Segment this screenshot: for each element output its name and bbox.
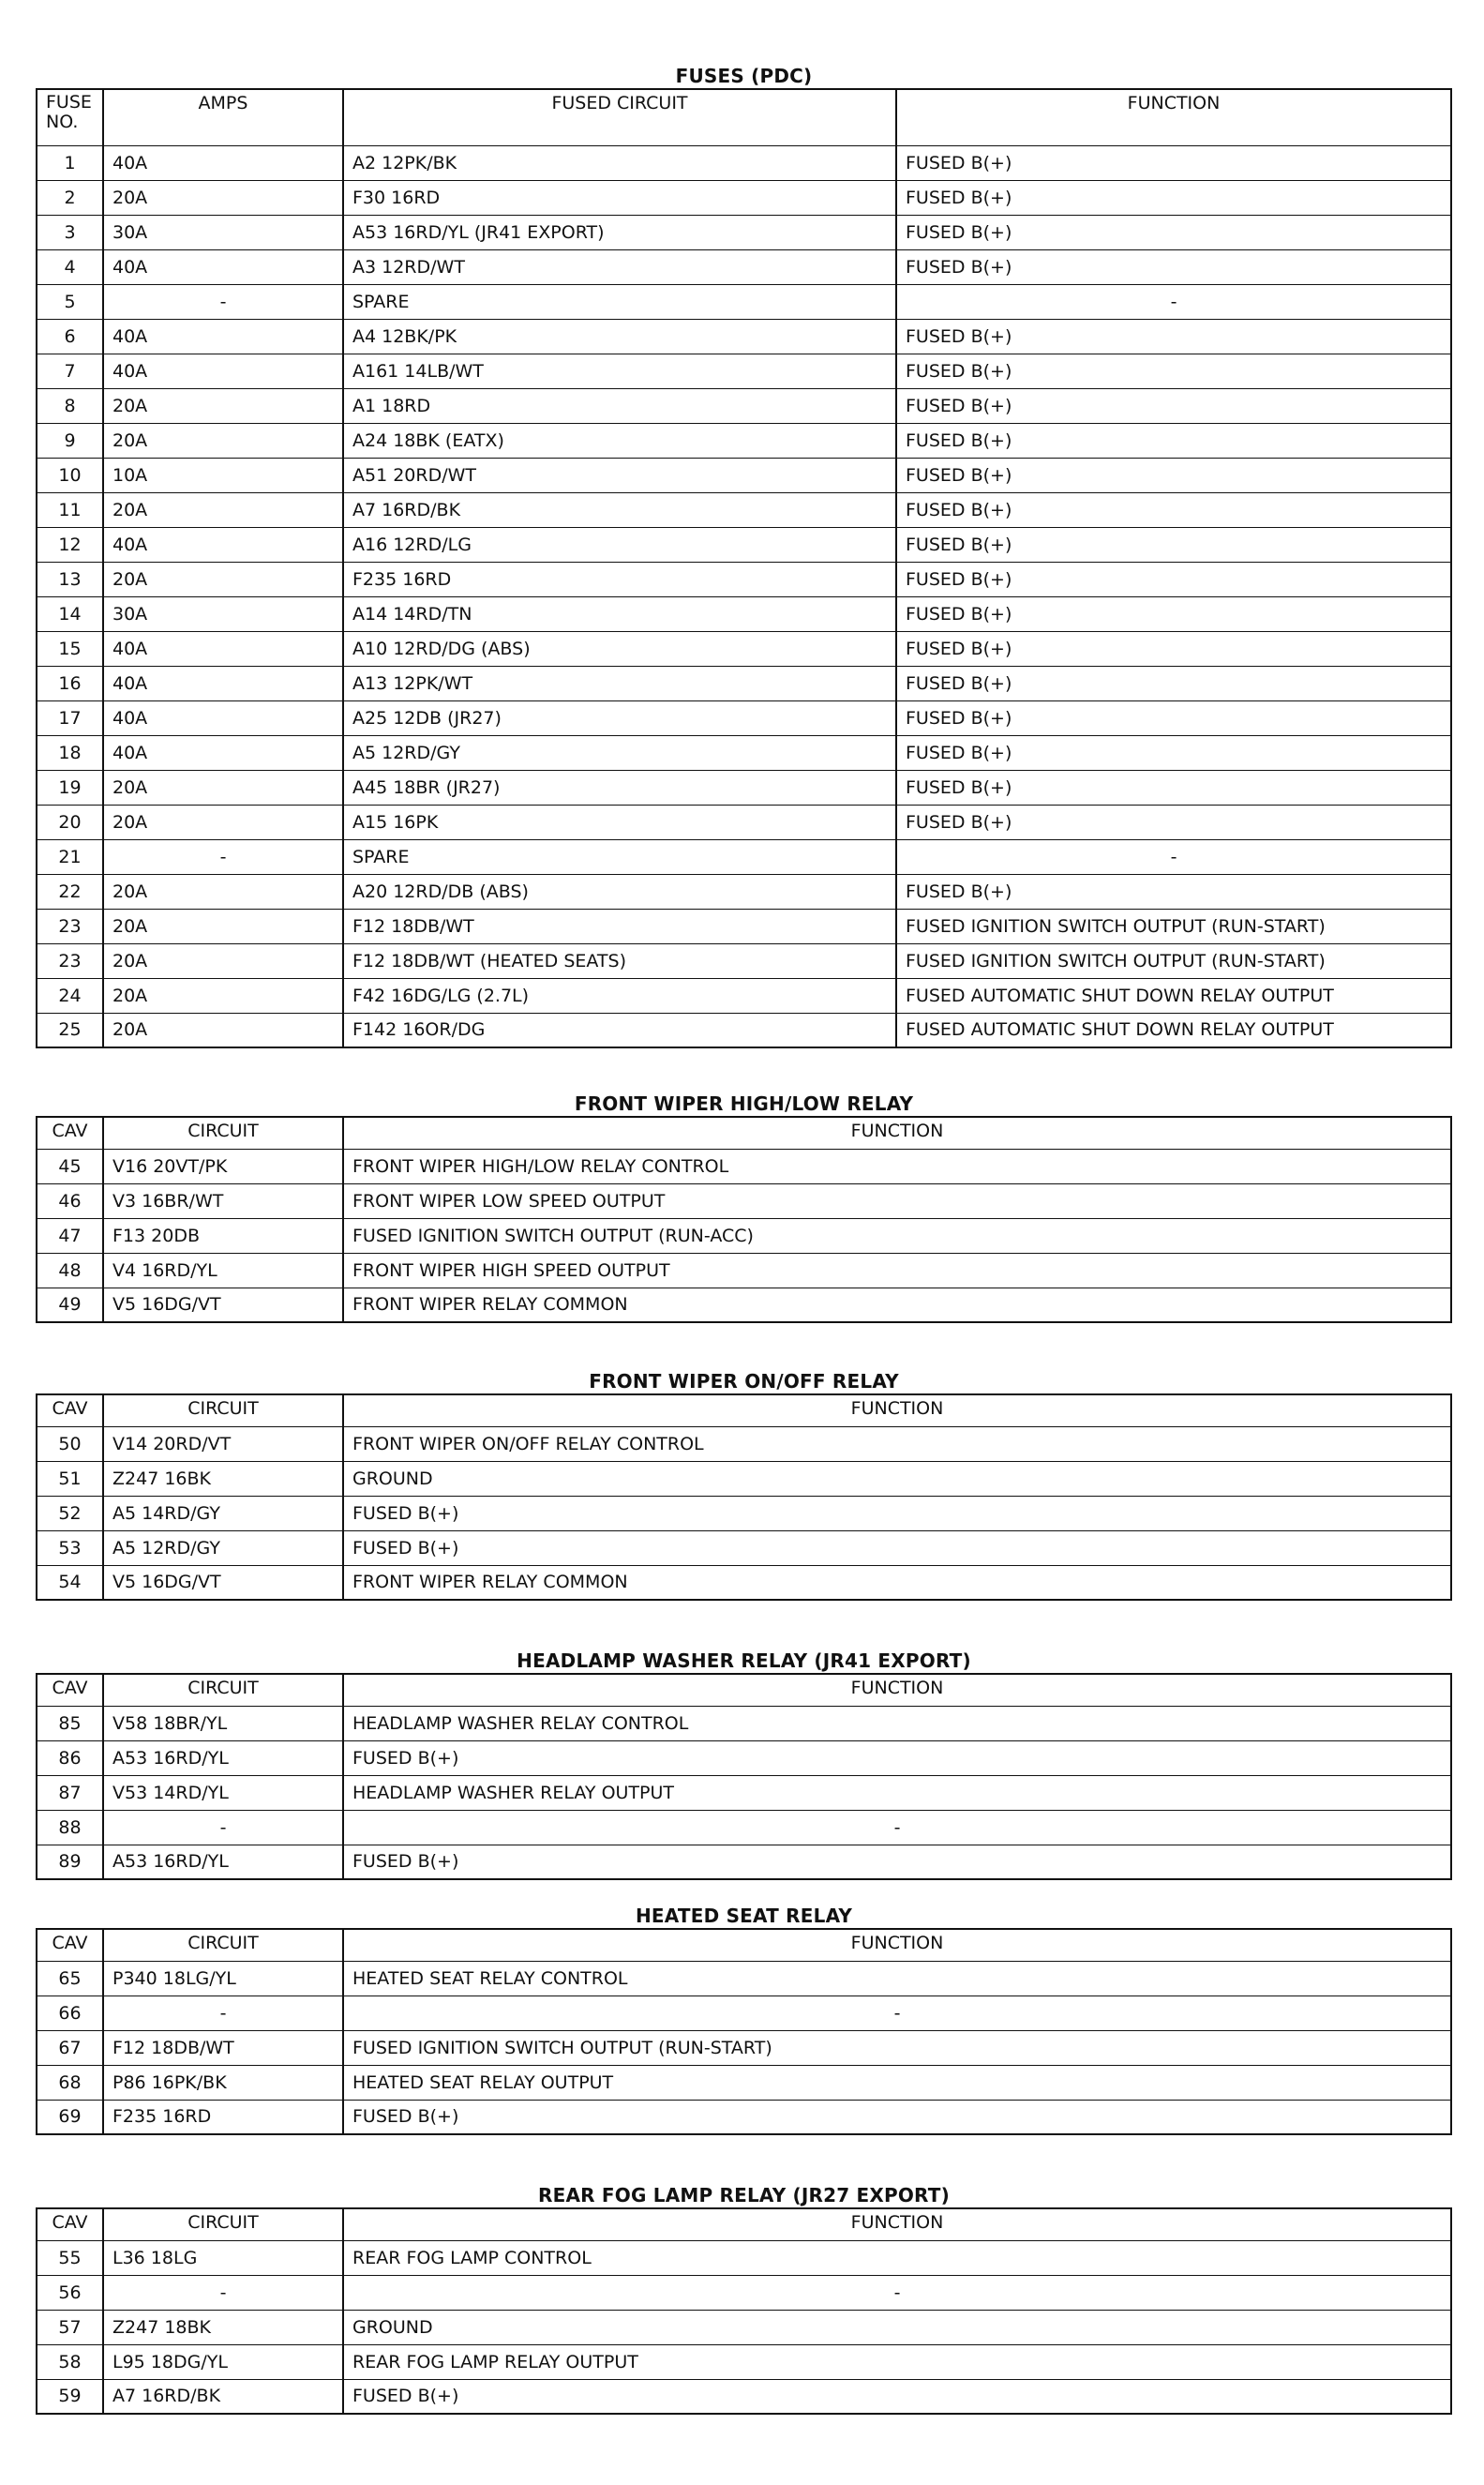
circuit-cell: F12 18DB/WT xyxy=(103,2030,343,2065)
header-function: FUNCTION xyxy=(343,1674,1451,1706)
heated-seat-relay-title: HEATED SEAT RELAY xyxy=(635,1905,853,1927)
circuit-cell: A5 12RD/GY xyxy=(103,1530,343,1565)
fuse-number-cell: 23 xyxy=(37,909,103,943)
front-wiper-on-off-relay-section xyxy=(36,1371,1452,1601)
fuse-number-cell: 12 xyxy=(37,527,103,562)
table-row xyxy=(37,978,1451,1013)
function-cell: FUSED IGNITION SWITCH OUTPUT (RUN-START) xyxy=(343,2030,1451,2065)
front-wiper-high-low-relay-section xyxy=(36,1093,1452,1323)
fused-circuit-cell: F235 16RD xyxy=(343,562,896,596)
amps-cell: 20A xyxy=(103,770,343,805)
circuit-cell: V5 16DG/VT xyxy=(103,1288,343,1322)
fused-circuit-cell: F12 18DB/WT (HEATED SEATS) xyxy=(343,943,896,978)
fused-circuit-cell: A51 20RD/WT xyxy=(343,458,896,492)
header-function: FUNCTION xyxy=(343,1929,1451,1961)
function-cell: FRONT WIPER HIGH SPEED OUTPUT xyxy=(343,1253,1451,1288)
function-cell: - xyxy=(343,1810,1451,1845)
table-header-row xyxy=(37,1674,1451,1706)
function-cell: FUSED B(+) xyxy=(896,527,1451,562)
header-function: FUNCTION xyxy=(343,1394,1451,1426)
amps-cell: 40A xyxy=(103,735,343,770)
function-cell: FRONT WIPER RELAY COMMON xyxy=(343,1288,1451,1322)
function-cell: FUSED B(+) xyxy=(343,2379,1451,2414)
circuit-cell: V53 14RD/YL xyxy=(103,1775,343,1810)
cav-cell: 59 xyxy=(37,2379,103,2414)
circuit-cell: A7 16RD/BK xyxy=(103,2379,343,2414)
function-cell: FUSED B(+) xyxy=(896,249,1451,284)
table-header-row xyxy=(37,1394,1451,1426)
cav-cell: 65 xyxy=(37,1961,103,1996)
table-row xyxy=(37,2065,1451,2100)
cav-cell: 87 xyxy=(37,1775,103,1810)
table-row xyxy=(37,2240,1451,2275)
table-row xyxy=(37,770,1451,805)
table-header-row xyxy=(37,1117,1451,1149)
circuit-cell: V3 16BR/WT xyxy=(103,1183,343,1218)
header-fuse-no: FUSE NO. xyxy=(37,89,103,145)
header-circuit: CIRCUIT xyxy=(103,1674,343,1706)
circuit-cell: L95 18DG/YL xyxy=(103,2344,343,2379)
function-cell: FUSED AUTOMATIC SHUT DOWN RELAY OUTPUT xyxy=(896,978,1451,1013)
relay-body xyxy=(37,1426,1451,1600)
cav-cell: 67 xyxy=(37,2030,103,2065)
table-row xyxy=(37,1775,1451,1810)
circuit-cell: A5 14RD/GY xyxy=(103,1496,343,1530)
table-row xyxy=(37,1149,1451,1183)
cav-cell: 89 xyxy=(37,1845,103,1879)
function-cell: - xyxy=(343,1996,1451,2030)
fuse-number-cell: 16 xyxy=(37,666,103,700)
cav-cell: 51 xyxy=(37,1461,103,1496)
function-cell: FUSED IGNITION SWITCH OUTPUT (RUN-START) xyxy=(896,943,1451,978)
table-row xyxy=(37,1253,1451,1288)
fuse-number-cell: 9 xyxy=(37,423,103,458)
cav-cell: 45 xyxy=(37,1149,103,1183)
fused-circuit-cell: SPARE xyxy=(343,839,896,874)
function-cell: FUSED B(+) xyxy=(896,423,1451,458)
fused-circuit-cell: A13 12PK/WT xyxy=(343,666,896,700)
cav-cell: 49 xyxy=(37,1288,103,1322)
function-cell: FUSED AUTOMATIC SHUT DOWN RELAY OUTPUT xyxy=(896,1013,1451,1047)
table-row xyxy=(37,1996,1451,2030)
function-cell: REAR FOG LAMP CONTROL xyxy=(343,2240,1451,2275)
function-cell: FRONT WIPER RELAY COMMON xyxy=(343,1565,1451,1600)
fuse-number-cell: 25 xyxy=(37,1013,103,1047)
header-function: FUNCTION xyxy=(343,2208,1451,2240)
amps-cell: - xyxy=(103,284,343,319)
fused-circuit-cell: A20 12RD/DB (ABS) xyxy=(343,874,896,909)
amps-cell: 30A xyxy=(103,215,343,249)
amps-cell: 10A xyxy=(103,458,343,492)
fused-circuit-cell: A24 18BK (EATX) xyxy=(343,423,896,458)
table-row xyxy=(37,388,1451,423)
circuit-cell: V4 16RD/YL xyxy=(103,1253,343,1288)
function-cell: - xyxy=(896,839,1451,874)
fuse-number-cell: 18 xyxy=(37,735,103,770)
table-row xyxy=(37,874,1451,909)
table-row xyxy=(37,2275,1451,2310)
cav-cell: 53 xyxy=(37,1530,103,1565)
front-wiper-on-off-relay-table xyxy=(36,1393,1452,1601)
table-row xyxy=(37,1496,1451,1530)
fuse-number-cell: 21 xyxy=(37,839,103,874)
header-amps: AMPS xyxy=(103,89,343,145)
amps-cell: 20A xyxy=(103,943,343,978)
function-cell: FUSED B(+) xyxy=(343,1845,1451,1879)
relay-body xyxy=(37,1149,1451,1322)
amps-cell: 20A xyxy=(103,909,343,943)
function-cell: HEATED SEAT RELAY CONTROL xyxy=(343,1961,1451,1996)
circuit-cell: V16 20VT/PK xyxy=(103,1149,343,1183)
rear-fog-lamp-relay-section xyxy=(36,2185,1452,2415)
fuses-pdc-section xyxy=(36,66,1452,1048)
fused-circuit-cell: A45 18BR (JR27) xyxy=(343,770,896,805)
fuse-number-cell: 6 xyxy=(37,319,103,354)
fuse-number-cell: 2 xyxy=(37,180,103,215)
table-row xyxy=(37,1013,1451,1047)
table-row xyxy=(37,700,1451,735)
function-cell: FRONT WIPER ON/OFF RELAY CONTROL xyxy=(343,1426,1451,1461)
amps-cell: 20A xyxy=(103,388,343,423)
amps-cell: 40A xyxy=(103,527,343,562)
table-row xyxy=(37,215,1451,249)
function-cell: FUSED B(+) xyxy=(896,770,1451,805)
fused-circuit-cell: F142 16OR/DG xyxy=(343,1013,896,1047)
cav-cell: 48 xyxy=(37,1253,103,1288)
table-header-row xyxy=(37,89,1451,145)
table-row xyxy=(37,2310,1451,2344)
cav-cell: 69 xyxy=(37,2100,103,2134)
table-row xyxy=(37,1426,1451,1461)
front-wiper-high-low-relay-title: FRONT WIPER HIGH/LOW RELAY xyxy=(574,1092,914,1115)
fused-circuit-cell: A5 12RD/GY xyxy=(343,735,896,770)
fused-circuit-cell: A161 14LB/WT xyxy=(343,354,896,388)
heated-seat-relay-table xyxy=(36,1928,1452,2135)
fused-circuit-cell: A4 12BK/PK xyxy=(343,319,896,354)
cav-cell: 57 xyxy=(37,2310,103,2344)
circuit-cell: - xyxy=(103,1810,343,1845)
function-cell: FUSED B(+) xyxy=(896,874,1451,909)
table-row xyxy=(37,1810,1451,1845)
table-row xyxy=(37,943,1451,978)
headlamp-washer-relay-table xyxy=(36,1673,1452,1880)
header-circuit: CIRCUIT xyxy=(103,1117,343,1149)
function-cell: FUSED B(+) xyxy=(896,666,1451,700)
header-circuit: CIRCUIT xyxy=(103,1929,343,1961)
function-cell: FUSED B(+) xyxy=(896,562,1451,596)
fused-circuit-cell: A16 12RD/LG xyxy=(343,527,896,562)
fuse-number-cell: 8 xyxy=(37,388,103,423)
table-row xyxy=(37,423,1451,458)
table-row xyxy=(37,2030,1451,2065)
amps-cell: 40A xyxy=(103,631,343,666)
circuit-cell: P86 16PK/BK xyxy=(103,2065,343,2100)
circuit-cell: - xyxy=(103,1996,343,2030)
cav-cell: 55 xyxy=(37,2240,103,2275)
function-cell: FUSED B(+) xyxy=(896,388,1451,423)
amps-cell: 40A xyxy=(103,666,343,700)
headlamp-washer-relay-title: HEADLAMP WASHER RELAY (JR41 EXPORT) xyxy=(517,1649,971,1672)
function-cell: HEATED SEAT RELAY OUTPUT xyxy=(343,2065,1451,2100)
header-cav: CAV xyxy=(37,1394,103,1426)
fused-circuit-cell: A2 12PK/BK xyxy=(343,145,896,180)
table-row xyxy=(37,492,1451,527)
cav-cell: 54 xyxy=(37,1565,103,1600)
fuse-number-cell: 17 xyxy=(37,700,103,735)
table-row xyxy=(37,735,1451,770)
amps-cell: 20A xyxy=(103,492,343,527)
header-function: FUNCTION xyxy=(343,1117,1451,1149)
table-row xyxy=(37,805,1451,839)
table-row xyxy=(37,180,1451,215)
function-cell: FUSED B(+) xyxy=(896,492,1451,527)
fused-circuit-cell: F12 18DB/WT xyxy=(343,909,896,943)
cav-cell: 85 xyxy=(37,1706,103,1740)
table-row xyxy=(37,458,1451,492)
cav-cell: 50 xyxy=(37,1426,103,1461)
amps-cell: 30A xyxy=(103,596,343,631)
front-wiper-on-off-relay-title: FRONT WIPER ON/OFF RELAY xyxy=(589,1370,899,1393)
fuse-number-cell: 1 xyxy=(37,145,103,180)
function-cell: FUSED B(+) xyxy=(896,596,1451,631)
header-cav: CAV xyxy=(37,1117,103,1149)
table-row xyxy=(37,2344,1451,2379)
fuse-number-cell: 3 xyxy=(37,215,103,249)
fused-circuit-cell: F42 16DG/LG (2.7L) xyxy=(343,978,896,1013)
front-wiper-high-low-relay-table xyxy=(36,1116,1452,1323)
table-row xyxy=(37,319,1451,354)
amps-cell: 40A xyxy=(103,700,343,735)
table-row xyxy=(37,1565,1451,1600)
heated-seat-relay-section xyxy=(36,1905,1452,2135)
function-cell: FUSED B(+) xyxy=(896,700,1451,735)
circuit-cell: A53 16RD/YL xyxy=(103,1845,343,1879)
relay-body xyxy=(37,2240,1451,2414)
table-row xyxy=(37,1845,1451,1879)
amps-cell: 20A xyxy=(103,423,343,458)
circuit-cell: Z247 16BK xyxy=(103,1461,343,1496)
fused-circuit-cell: A14 14RD/TN xyxy=(343,596,896,631)
table-row xyxy=(37,2100,1451,2134)
cav-cell: 47 xyxy=(37,1218,103,1253)
function-cell: REAR FOG LAMP RELAY OUTPUT xyxy=(343,2344,1451,2379)
function-cell: HEADLAMP WASHER RELAY CONTROL xyxy=(343,1706,1451,1740)
function-cell: FUSED B(+) xyxy=(896,631,1451,666)
fuse-number-cell: 19 xyxy=(37,770,103,805)
fuse-number-cell: 20 xyxy=(37,805,103,839)
table-row xyxy=(37,1740,1451,1775)
fused-circuit-cell: A53 16RD/YL (JR41 EXPORT) xyxy=(343,215,896,249)
table-row xyxy=(37,562,1451,596)
rear-fog-lamp-relay-table xyxy=(36,2207,1452,2415)
table-row xyxy=(37,1961,1451,1996)
fused-circuit-cell: A15 16PK xyxy=(343,805,896,839)
table-row xyxy=(37,909,1451,943)
table-row xyxy=(37,1706,1451,1740)
amps-cell: 20A xyxy=(103,1013,343,1047)
cav-cell: 58 xyxy=(37,2344,103,2379)
table-row xyxy=(37,1218,1451,1253)
table-header-row xyxy=(37,2208,1451,2240)
circuit-cell: A53 16RD/YL xyxy=(103,1740,343,1775)
fused-circuit-cell: A1 18RD xyxy=(343,388,896,423)
function-cell: - xyxy=(343,2275,1451,2310)
header-cav: CAV xyxy=(37,1929,103,1961)
table-row xyxy=(37,1288,1451,1322)
fuses-pdc-table xyxy=(36,88,1452,1048)
cav-cell: 56 xyxy=(37,2275,103,2310)
fuse-number-cell: 4 xyxy=(37,249,103,284)
cav-cell: 68 xyxy=(37,2065,103,2100)
table-row xyxy=(37,839,1451,874)
fuse-number-cell: 22 xyxy=(37,874,103,909)
function-cell: FUSED B(+) xyxy=(896,180,1451,215)
cav-cell: 52 xyxy=(37,1496,103,1530)
function-cell: FRONT WIPER LOW SPEED OUTPUT xyxy=(343,1183,1451,1218)
fuse-number-cell: 23 xyxy=(37,943,103,978)
function-cell: FUSED B(+) xyxy=(896,354,1451,388)
table-row xyxy=(37,1530,1451,1565)
function-cell: FRONT WIPER HIGH/LOW RELAY CONTROL xyxy=(343,1149,1451,1183)
amps-cell: 40A xyxy=(103,145,343,180)
header-fused-circuit: FUSED CIRCUIT xyxy=(343,89,896,145)
circuit-cell: F235 16RD xyxy=(103,2100,343,2134)
fused-circuit-cell: A7 16RD/BK xyxy=(343,492,896,527)
function-cell: FUSED B(+) xyxy=(896,458,1451,492)
function-cell: FUSED B(+) xyxy=(896,319,1451,354)
fuse-number-cell: 5 xyxy=(37,284,103,319)
table-row xyxy=(37,145,1451,180)
amps-cell: 20A xyxy=(103,805,343,839)
function-cell: FUSED B(+) xyxy=(343,1530,1451,1565)
function-cell: HEADLAMP WASHER RELAY OUTPUT xyxy=(343,1775,1451,1810)
table-header-row xyxy=(37,1929,1451,1961)
fuses-pdc-body xyxy=(37,145,1451,1047)
fuse-number-cell: 10 xyxy=(37,458,103,492)
function-cell: FUSED B(+) xyxy=(343,1740,1451,1775)
headlamp-washer-relay-section xyxy=(36,1650,1452,1880)
rear-fog-lamp-relay-title: REAR FOG LAMP RELAY (JR27 EXPORT) xyxy=(538,2184,950,2206)
amps-cell: 40A xyxy=(103,354,343,388)
function-cell: GROUND xyxy=(343,1461,1451,1496)
function-cell: FUSED B(+) xyxy=(896,145,1451,180)
circuit-cell: V14 20RD/VT xyxy=(103,1426,343,1461)
header-cav: CAV xyxy=(37,1674,103,1706)
fused-circuit-cell: SPARE xyxy=(343,284,896,319)
fuses-pdc-title: FUSES (PDC) xyxy=(675,65,813,87)
fuse-number-cell: 11 xyxy=(37,492,103,527)
fused-circuit-cell: F30 16RD xyxy=(343,180,896,215)
function-cell: FUSED B(+) xyxy=(896,215,1451,249)
amps-cell: 20A xyxy=(103,874,343,909)
function-cell: FUSED IGNITION SWITCH OUTPUT (RUN-START) xyxy=(896,909,1451,943)
table-row xyxy=(37,249,1451,284)
amps-cell: 20A xyxy=(103,978,343,1013)
amps-cell: 40A xyxy=(103,249,343,284)
circuit-cell: L36 18LG xyxy=(103,2240,343,2275)
function-cell: FUSED B(+) xyxy=(343,2100,1451,2134)
header-cav: CAV xyxy=(37,2208,103,2240)
circuit-cell: V58 18BR/YL xyxy=(103,1706,343,1740)
cav-cell: 66 xyxy=(37,1996,103,2030)
relay-body xyxy=(37,1961,1451,2134)
fused-circuit-cell: A10 12RD/DG (ABS) xyxy=(343,631,896,666)
fuse-number-cell: 15 xyxy=(37,631,103,666)
circuit-cell: P340 18LG/YL xyxy=(103,1961,343,1996)
cav-cell: 46 xyxy=(37,1183,103,1218)
amps-cell: 40A xyxy=(103,319,343,354)
circuit-cell: - xyxy=(103,2275,343,2310)
fuse-number-cell: 7 xyxy=(37,354,103,388)
function-cell: FUSED IGNITION SWITCH OUTPUT (RUN-ACC) xyxy=(343,1218,1451,1253)
header-circuit: CIRCUIT xyxy=(103,2208,343,2240)
table-row xyxy=(37,1461,1451,1496)
fused-circuit-cell: A3 12RD/WT xyxy=(343,249,896,284)
function-cell: FUSED B(+) xyxy=(896,735,1451,770)
table-row xyxy=(37,284,1451,319)
fuse-number-cell: 24 xyxy=(37,978,103,1013)
table-row xyxy=(37,631,1451,666)
table-row xyxy=(37,666,1451,700)
cav-cell: 86 xyxy=(37,1740,103,1775)
fuse-number-cell: 13 xyxy=(37,562,103,596)
table-row xyxy=(37,596,1451,631)
amps-cell: - xyxy=(103,839,343,874)
fused-circuit-cell: A25 12DB (JR27) xyxy=(343,700,896,735)
header-function: FUNCTION xyxy=(896,89,1451,145)
header-circuit: CIRCUIT xyxy=(103,1394,343,1426)
amps-cell: 20A xyxy=(103,562,343,596)
circuit-cell: V5 16DG/VT xyxy=(103,1565,343,1600)
circuit-cell: F13 20DB xyxy=(103,1218,343,1253)
function-cell: - xyxy=(896,284,1451,319)
fuse-number-cell: 14 xyxy=(37,596,103,631)
amps-cell: 20A xyxy=(103,180,343,215)
cav-cell: 88 xyxy=(37,1810,103,1845)
function-cell: FUSED B(+) xyxy=(343,1496,1451,1530)
function-cell: GROUND xyxy=(343,2310,1451,2344)
function-cell: FUSED B(+) xyxy=(896,805,1451,839)
table-row xyxy=(37,354,1451,388)
circuit-cell: Z247 18BK xyxy=(103,2310,343,2344)
relay-body xyxy=(37,1706,1451,1879)
table-row xyxy=(37,2379,1451,2414)
table-row xyxy=(37,1183,1451,1218)
table-row xyxy=(37,527,1451,562)
